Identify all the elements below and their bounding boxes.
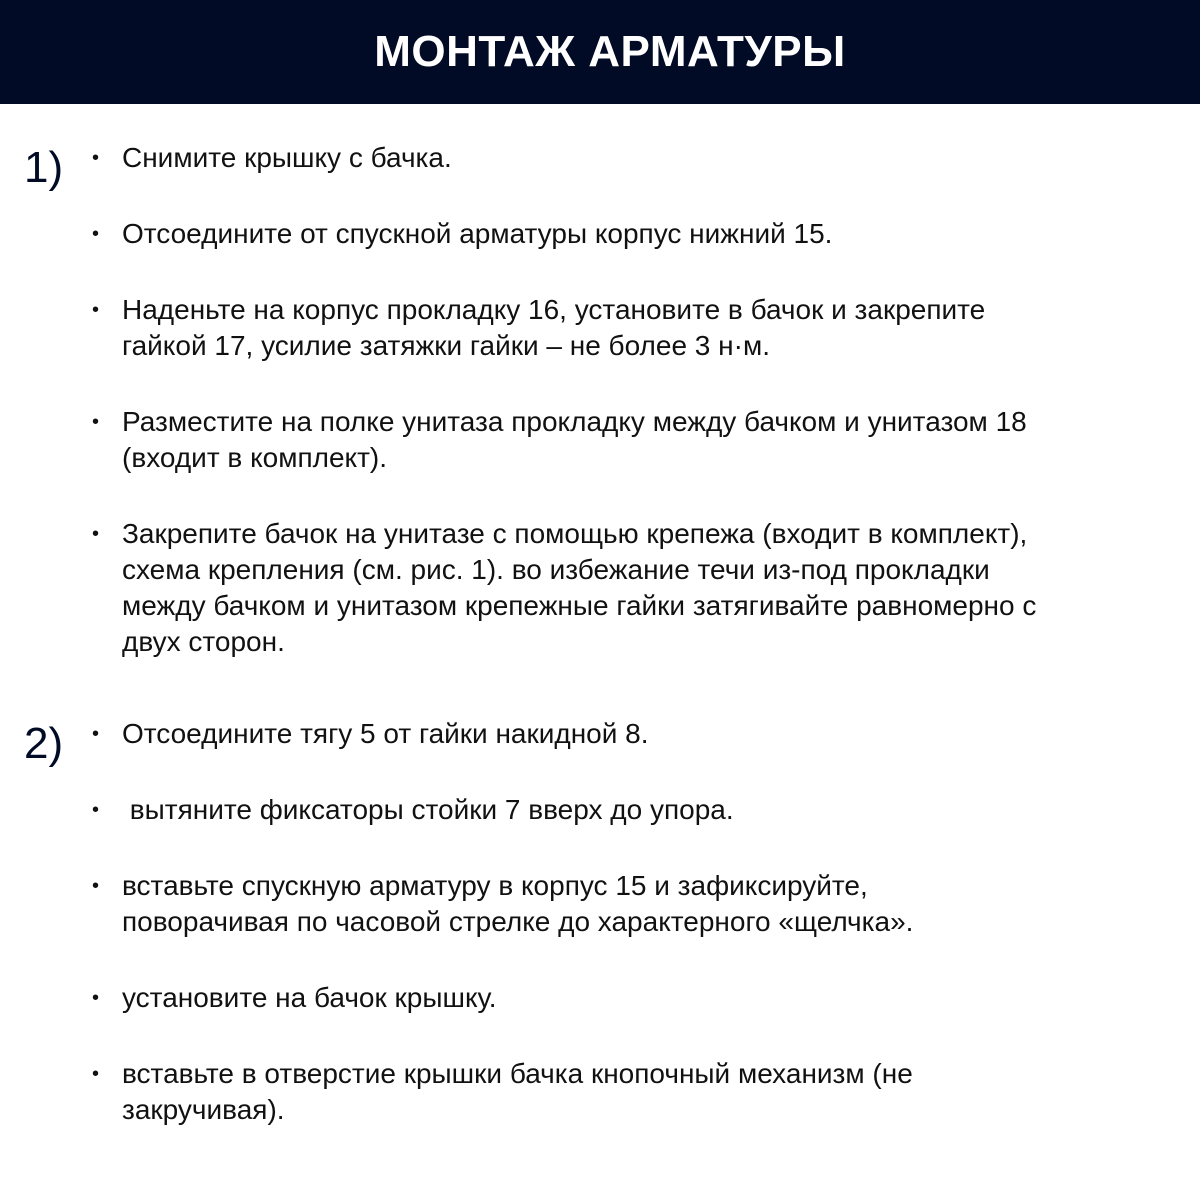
instruction-text: вставьте спускную арматуру в корпус 15 и зафиксируйте, поворачивая по часовой стрелке до характерного «щелчка». [122, 870, 914, 937]
instruction-text: вставьте в отверстие крышки бачка кнопочный механизм (не закручивая). [122, 1058, 913, 1125]
instruction-item [92, 716, 1192, 752]
instruction-item [92, 1056, 1192, 1128]
instruction-item [92, 140, 1192, 176]
instruction-text: Наденьте на корпус прокладку 16, установите в бачок и закрепите гайкой 17, усилие затяжки гайки – не более 3 н·м. [122, 294, 986, 361]
bullet-icon: • [92, 799, 100, 821]
instruction-item [92, 792, 1192, 828]
page-title: МОНТАЖ АРМАТУРЫ [374, 27, 846, 76]
bullet-icon: • [92, 723, 100, 745]
instruction-text: Отсоедините тягу 5 от гайки накидной 8. [122, 718, 649, 749]
instruction-text: Разместите на полке унитаза прокладку между бачком и унитазом 18 (входит в комплект). [122, 406, 1027, 473]
instruction-item [92, 980, 1192, 1016]
instruction-item [92, 216, 1192, 252]
bullet-icon: • [92, 147, 100, 169]
page-header [0, 0, 1200, 104]
step-number-2: 2) [24, 719, 64, 768]
instruction-text: установите на бачок крышку. [122, 982, 497, 1013]
bullet-icon: • [92, 299, 100, 321]
bullet-icon: • [92, 523, 100, 545]
bullet-icon: • [92, 987, 100, 1009]
instruction-text: Закрепите бачок на унитазе с помощью крепежа (входит в комплект), схема крепления (см. рис. 1). во избежание течи из-под прокладки между бачком и унитазом крепежные гайки затягивайте равномерно с двух сторон. [122, 518, 1037, 657]
instruction-item [92, 292, 1192, 364]
instruction-item [92, 516, 1192, 660]
instruction-text: Снимите крышку с бачка. [122, 142, 452, 173]
instruction-item [92, 404, 1192, 476]
bullet-icon: • [92, 1063, 100, 1085]
bullet-icon: • [92, 875, 100, 897]
bullet-icon: • [92, 223, 100, 245]
instruction-text: вытяните фиксаторы стойки 7 вверх до упора. [122, 794, 734, 825]
instruction-text: Отсоедините от спускной арматуры корпус нижний 15. [122, 218, 833, 249]
bullet-icon: • [92, 411, 100, 433]
instruction-item [92, 868, 1192, 940]
step-number-1: 1) [24, 143, 64, 192]
